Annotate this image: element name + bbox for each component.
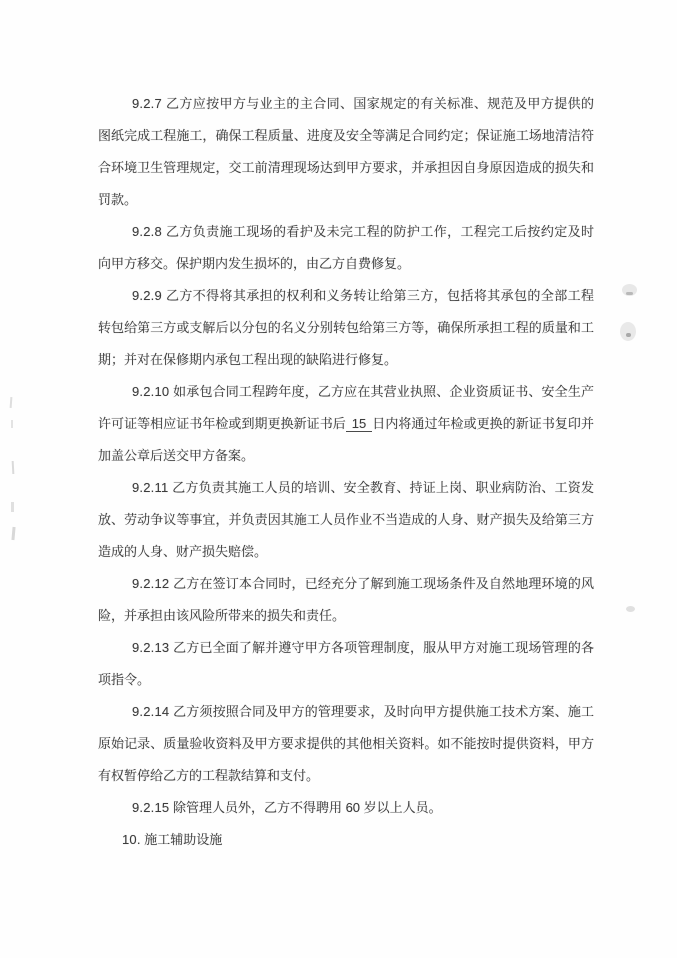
contract-body bbox=[98, 88, 594, 856]
scan-artifact bbox=[626, 292, 633, 295]
clause-9-2-7 bbox=[98, 88, 594, 216]
scan-artifact bbox=[620, 322, 636, 341]
clause-text: 除管理人员外，乙方不得聘用 60 岁以上人员。 bbox=[172, 800, 442, 815]
clause-9-2-8 bbox=[98, 216, 594, 280]
scan-artifact bbox=[11, 420, 13, 428]
clause-number: 9.2.7 bbox=[132, 96, 162, 111]
clause-9-2-14 bbox=[98, 696, 594, 792]
scan-artifact bbox=[11, 527, 15, 540]
clause-9-2-13 bbox=[98, 632, 594, 696]
clause-9-2-10 bbox=[98, 376, 594, 472]
clause-text: 乙方须按照合同及甲方的管理要求，及时向甲方提供施工技术方案、施工原始记录、质量验收资料及甲方要求提供的其他相关资料。如不能按时提供资料，甲方有权暂停给乙方的工程款结算和支付。 bbox=[98, 704, 594, 783]
clause-number: 9.2.8 bbox=[132, 224, 162, 239]
section-title: 施工辅助设施 bbox=[144, 832, 223, 847]
clause-number: 9.2.9 bbox=[132, 288, 162, 303]
clause-number: 9.2.15 bbox=[132, 800, 170, 815]
section-heading-10 bbox=[98, 824, 594, 856]
scan-artifact bbox=[626, 333, 631, 337]
clause-9-2-15 bbox=[98, 792, 594, 824]
clause-text: 乙方负责其施工人员的培训、安全教育、持证上岗、职业病防治、工资发放、劳动争议等事宜，并负责因其施工人员作业不当造成的人身、财产损失及给第三方造成的人身、财产损失赔偿。 bbox=[98, 480, 594, 559]
clause-number: 9.2.10 bbox=[132, 384, 170, 399]
clause-text: 乙方已全面了解并遵守甲方各项管理制度，服从甲方对施工现场管理的各项指令。 bbox=[98, 640, 594, 687]
clause-text: 乙方应按甲方与业主的主合同、国家规定的有关标准、规范及甲方提供的图纸完成工程施工，确保工程质量、进度及安全等满足合同约定；保证施工场地清洁符合环境卫生管理规定，交工前清理现场达到甲方要求，并承担因自身原因造成的损失和罚款。 bbox=[98, 96, 594, 207]
clause-9-2-12 bbox=[98, 568, 594, 632]
clause-number: 9.2.11 bbox=[132, 480, 169, 495]
clause-9-2-11 bbox=[98, 472, 594, 568]
clause-text-after: 日内将通过年检或更换的新证书复印并加盖公章后送交甲方备案。 bbox=[98, 416, 594, 463]
clause-text-before: 如承包合同工程跨年度，乙方应在其营业执照、企业资质证书、安全生产许可证等相应证书年检或到期更换新证书后 bbox=[98, 384, 594, 431]
clause-number: 9.2.14 bbox=[132, 704, 170, 719]
section-number: 10. bbox=[122, 832, 141, 847]
clause-text: 乙方不得将其承担的权利和义务转让给第三方，包括将其承包的全部工程转包给第三方或支解后以分包的名义分别转包给第三方等，确保所承担工程的质量和工期；并对在保修期内承包工程出现的缺陷进行修复。 bbox=[98, 288, 594, 367]
clause-number: 9.2.12 bbox=[132, 576, 170, 591]
scan-artifact bbox=[622, 284, 637, 296]
clause-number: 9.2.13 bbox=[132, 640, 170, 655]
clause-text: 乙方负责施工现场的看护及未完工程的防护工作，工程完工后按约定及时向甲方移交。保护期内发生损坏的，由乙方自费修复。 bbox=[98, 224, 594, 271]
scan-artifact bbox=[626, 606, 635, 612]
scan-artifact bbox=[10, 397, 13, 408]
clause-text: 乙方在签订本合同时，已经充分了解到施工现场条件及自然地理环境的风险，并承担由该风险所带来的损失和责任。 bbox=[98, 576, 594, 623]
scan-artifact bbox=[12, 461, 15, 474]
clause-9-2-9 bbox=[98, 280, 594, 376]
fill-in-days-value: 15 bbox=[346, 416, 372, 432]
scan-artifact bbox=[11, 502, 14, 512]
